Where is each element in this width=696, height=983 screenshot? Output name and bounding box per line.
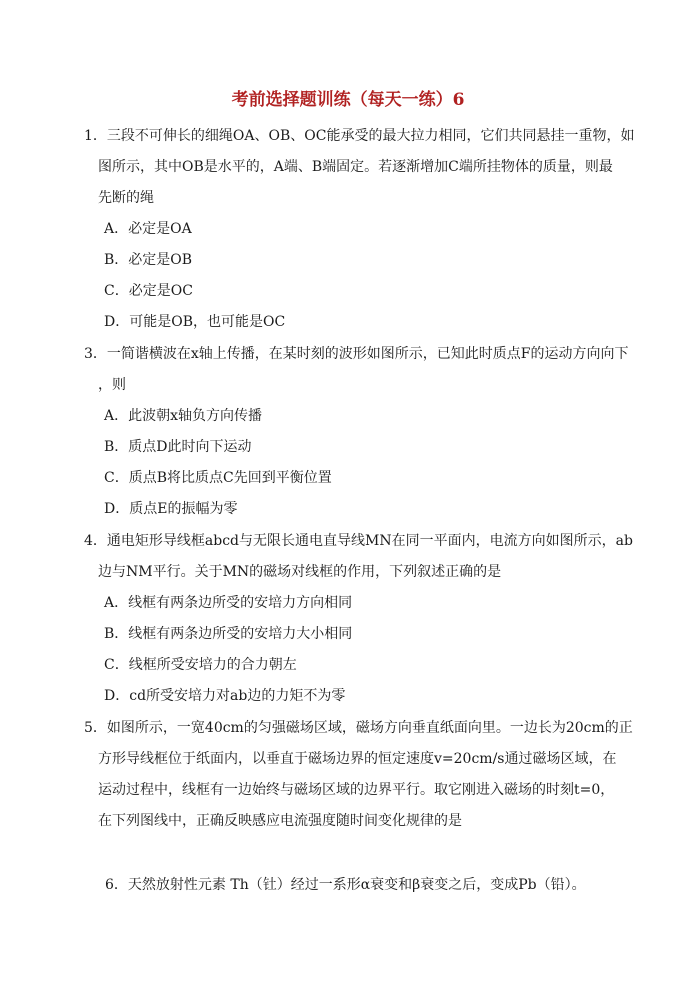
question-1-line-2: 图所示，其中OB是水平的，A端、B端固定。若逐渐增加C端所挂物体的质量，则最 bbox=[98, 159, 613, 175]
page-title: 考前选择题训练（每天一练）6 bbox=[231, 90, 465, 110]
question-3-option-a: A．此波朝x轴负方向传播 bbox=[104, 408, 263, 424]
question-4-line-1: 4．通电矩形导线框abcd与无限长通电直导线MN在同一平面内，电流方向如图所示，ab bbox=[84, 533, 633, 549]
question-5-line-1: 5．如图所示，一宽40cm的匀强磁场区域，磁场方向垂直纸面向里。一边长为20cm的正 bbox=[84, 720, 633, 736]
question-3-option-b: B．质点D此时向下运动 bbox=[104, 439, 252, 455]
question-1-line-3: 先断的绳 bbox=[98, 190, 154, 206]
question-1-line-1: 1．三段不可伸长的细绳OA、OB、OC能承受的最大拉力相同，它们共同悬挂一重物，如 bbox=[84, 128, 635, 144]
question-4-option-a: A．线框有两条边所受的安培力方向相同 bbox=[104, 595, 353, 611]
question-3-option-d: D．质点E的振幅为零 bbox=[104, 501, 238, 517]
question-5-line-2: 方形导线框位于纸面内，以垂直于磁场边界的恒定速度v=20cm/s通过磁场区域，在 bbox=[98, 751, 617, 767]
question-3-line-2: ，则 bbox=[98, 377, 126, 393]
question-4-option-b: B．线框有两条边所受的安培力大小相同 bbox=[104, 626, 353, 642]
question-4-option-d: D．cd所受安培力对ab边的力矩不为零 bbox=[104, 688, 346, 704]
question-5-line-3: 运动过程中，线框有一边始终与磁场区域的边界平行。取它刚进入磁场的时刻t=0， bbox=[98, 782, 615, 798]
question-4-line-2: 边与NM平行。关于MN的磁场对线框的作用，下列叙述正确的是 bbox=[98, 564, 502, 580]
question-5-line-4: 在下列图线中，正确反映感应电流强度随时间变化规律的是 bbox=[98, 813, 462, 829]
question-6-line-1: 6．天然放射性元素 Th（钍）经过一系形α衰变和β衰变之后，变成Pb（铅）。 bbox=[105, 877, 586, 893]
question-1-option-d: D．可能是OB，也可能是OC bbox=[104, 314, 286, 330]
question-1-option-b: B．必定是OB bbox=[104, 252, 193, 268]
question-4-option-c: C．线框所受安培力的合力朝左 bbox=[104, 657, 297, 673]
question-3-line-1: 3．一简谐横波在x轴上传播，在某时刻的波形如图所示，已知此时质点F的运动方向向下 bbox=[84, 346, 629, 362]
question-1-option-a: A．必定是OA bbox=[104, 221, 192, 237]
question-3-option-c: C．质点B将比质点C先回到平衡位置 bbox=[104, 470, 332, 486]
question-1-option-c: C．必定是OC bbox=[104, 283, 193, 299]
